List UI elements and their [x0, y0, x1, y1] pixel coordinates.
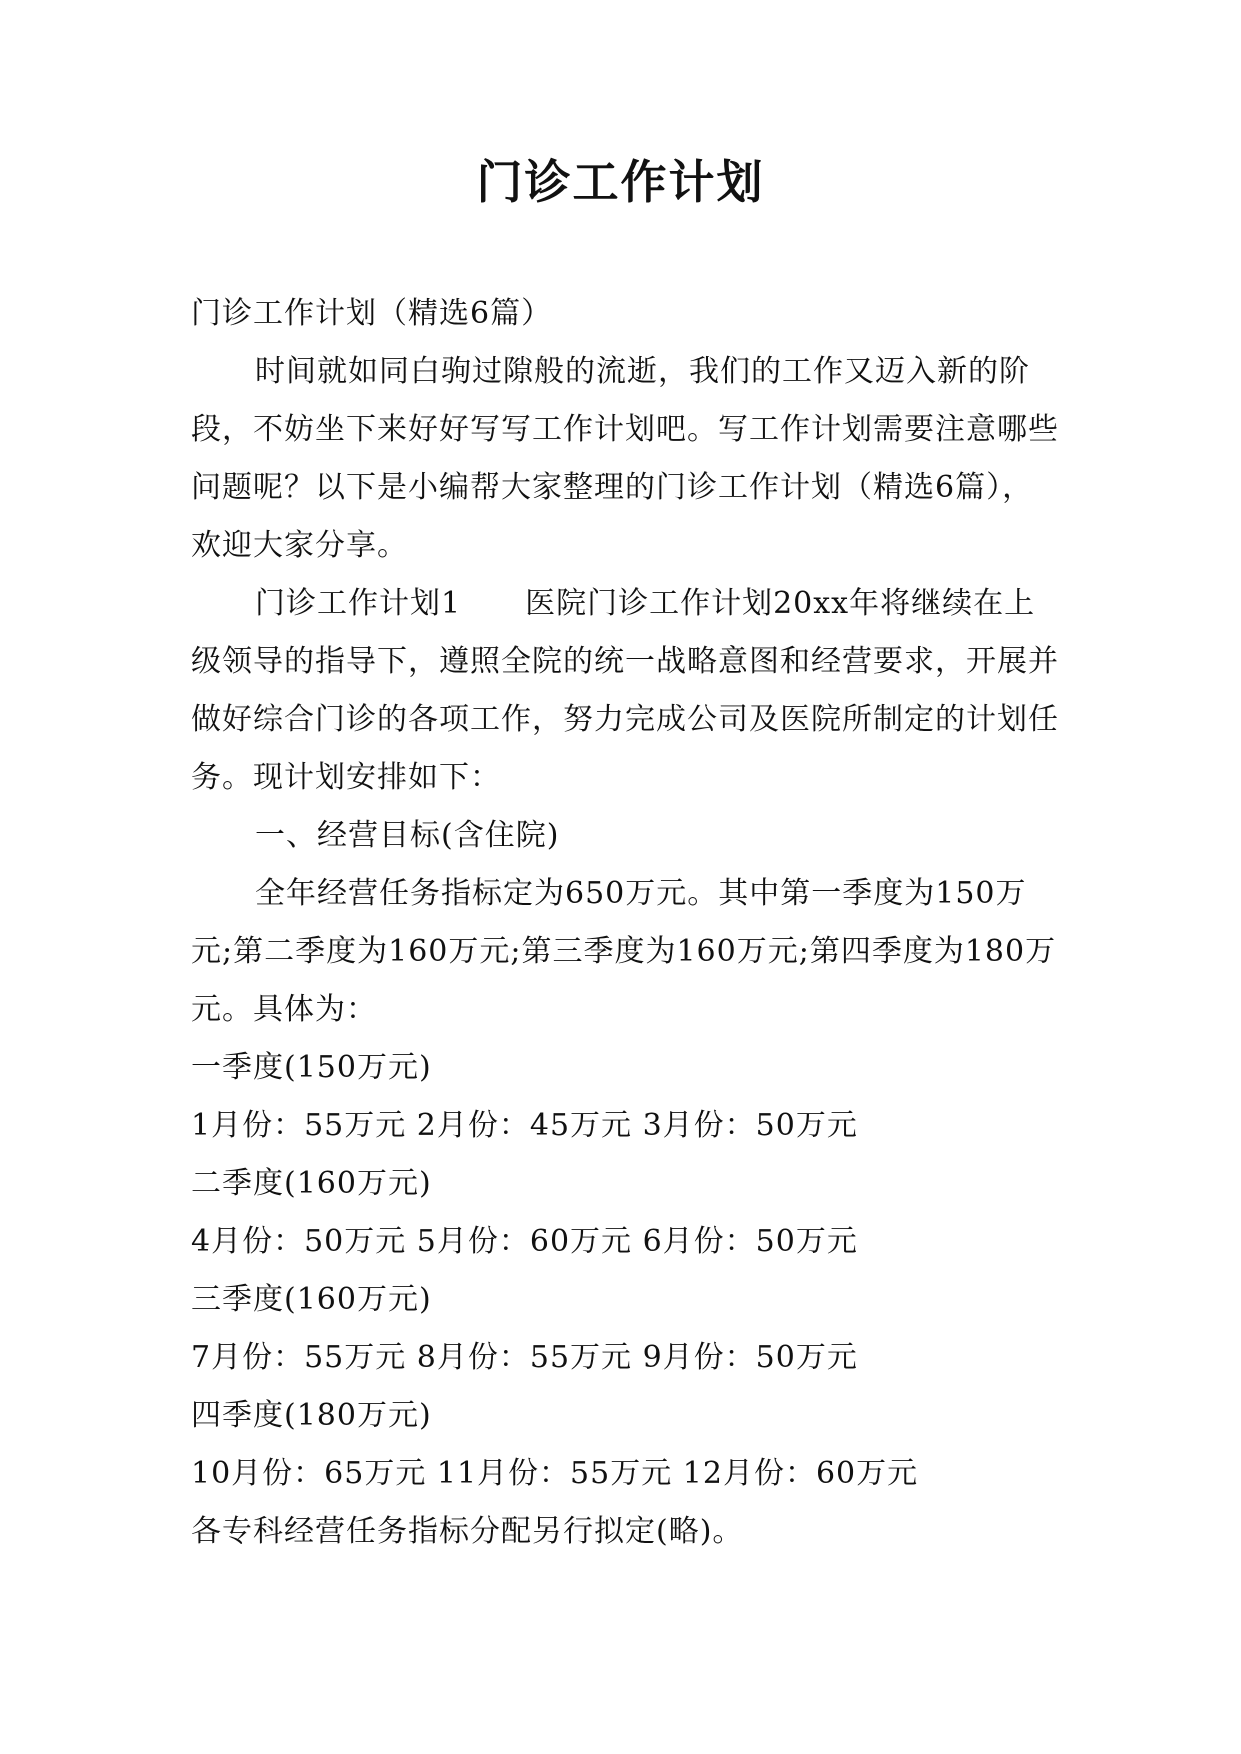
intro-paragraph: 时间就如同白驹过隙般的流逝，我们的工作又迈入新的阶段，不妨坐下来好好写写工作计划吧。写工作计划需要注意哪些问题呢？以下是小编帮大家整理的门诊工作计划（精选6篇），欢迎大家分享。 [191, 354, 1059, 563]
section1-heading: 一、经营目标(含住院) [255, 818, 560, 853]
document-title: 门诊工作计划 [476, 155, 765, 209]
document-subtitle: 门诊工作计划（精选6篇） [191, 296, 553, 331]
quarter-2-months: 4月份：50万元 5月份：60万元 6月份：50万元 [191, 1224, 858, 1259]
quarter-3-label: 三季度(160万元) [191, 1282, 432, 1317]
annual-target-paragraph: 全年经营任务指标定为650万元。其中第一季度为150万元;第二季度为160万元;第三季度为160万元;第四季度为180万元。具体为： [191, 876, 1057, 1027]
quarter-1-label: 一季度(150万元) [191, 1050, 432, 1085]
plan1-text: 医院门诊工作计划20xx年将继续在上级领导的指导下，遵照全院的统一战略意图和经营要求，开展并做好综合门诊的各项工作，努力完成公司及医院所制定的计划任务。现计划安排如下： [191, 586, 1059, 795]
plan1-heading: 门诊工作计划1 [255, 586, 462, 621]
quarter-3-months: 7月份：55万元 8月份：55万元 9月份：50万元 [191, 1340, 858, 1375]
quarter-4-label: 四季度(180万元) [191, 1398, 432, 1433]
footer-note: 各专科经营任务指标分配另行拟定(略)。 [191, 1514, 744, 1549]
quarter-4-months: 10月份：65万元 11月份：55万元 12月份：60万元 [191, 1456, 919, 1491]
quarter-1-months: 1月份：55万元 2月份：45万元 3月份：50万元 [191, 1108, 858, 1143]
quarter-2-label: 二季度(160万元) [191, 1166, 432, 1201]
document-body [191, 285, 1059, 1561]
plan1-paragraph [191, 575, 1059, 807]
